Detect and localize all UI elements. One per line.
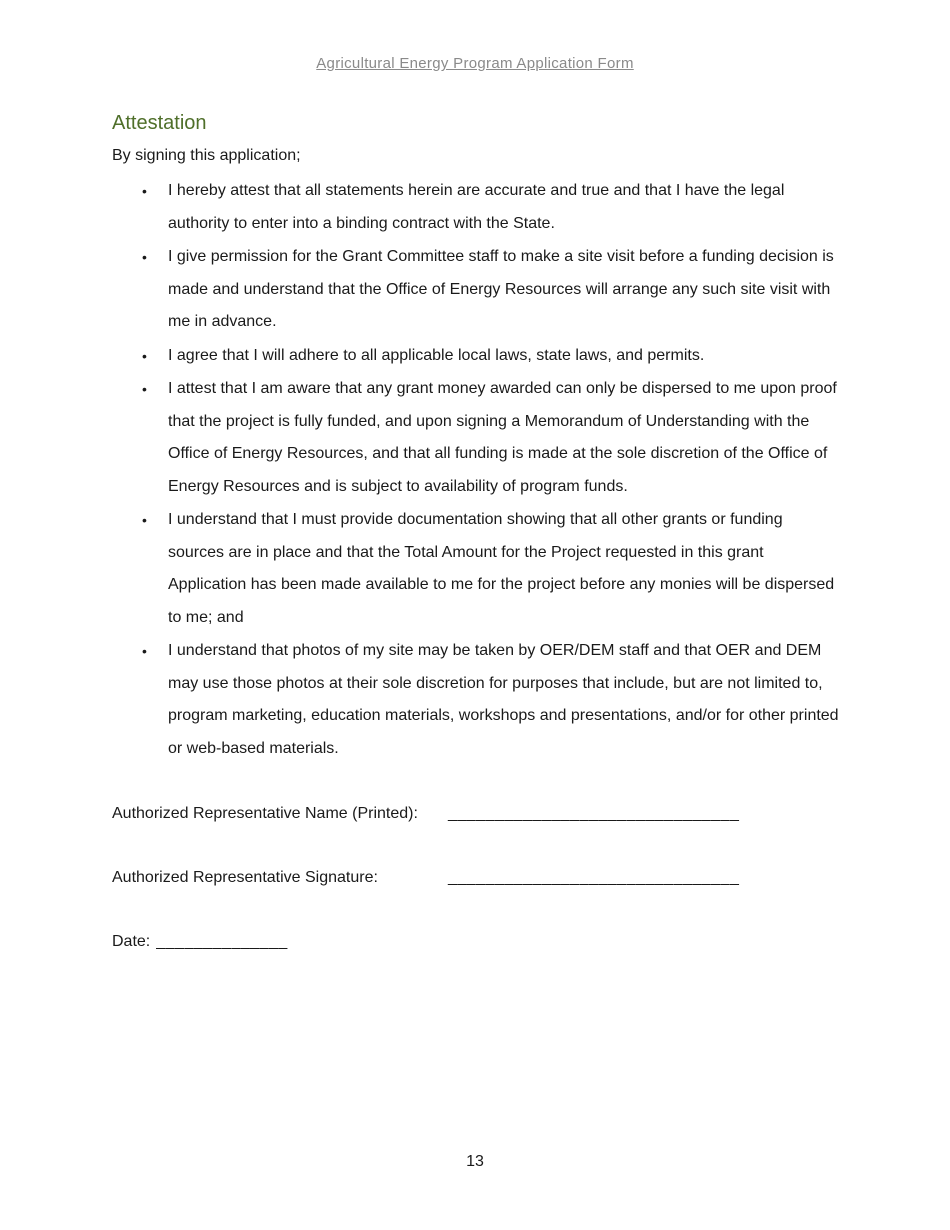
date-field[interactable]: ______________ [156, 933, 288, 950]
attestation-section [112, 112, 842, 951]
bullet-icon: • [142, 643, 147, 659]
list-item [112, 241, 842, 339]
printed-name-row [112, 805, 842, 827]
bullet-icon: • [142, 512, 147, 528]
list-item-text: I understand that I must provide documentation showing that all other grants or funding sources are in place and that the Total Amount for the Project requested in this grant Application has been made available to me for the project before any monies will be dispersed to me; and [168, 511, 835, 626]
page-number: 13 [466, 1153, 484, 1170]
bullet-icon: • [142, 183, 147, 199]
signature-block [112, 805, 842, 951]
intro-text: By signing this application; [112, 147, 301, 164]
date-row [112, 933, 842, 951]
printed-name-field[interactable]: _______________________________ [448, 805, 740, 822]
attestation-list [112, 175, 842, 765]
running-header: Agricultural Energy Program Application Form [316, 55, 634, 72]
signature-row [112, 869, 842, 891]
signature-label: Authorized Representative Signature: [112, 869, 378, 886]
section-title: Attestation [112, 112, 207, 134]
list-item [112, 175, 842, 240]
list-item-text: I understand that photos of my site may be taken by OER/DEM staff and that OER and DEM may use those photos at their sole discretion for purposes that include, but are not limited to, program marketing, education materials, workshops and presentations, and/or for other printed or web-based materials. [168, 642, 839, 757]
list-item-text: I agree that I will adhere to all applicable local laws, state laws, and permits. [168, 346, 705, 364]
list-item [112, 504, 842, 634]
signature-field[interactable]: _______________________________ [448, 869, 740, 886]
list-item-text: I give permission for the Grant Committee staff to make a site visit before a funding decision is made and understand that the Office of Energy Resources will arrange any such site visit with me in advance. [168, 248, 834, 330]
bullet-icon: • [142, 249, 147, 265]
list-item-text: I hereby attest that all statements herein are accurate and true and that I have the legal authority to enter into a binding contract with the State. [168, 182, 785, 232]
bullet-icon: • [142, 347, 147, 364]
printed-name-label: Authorized Representative Name (Printed): [112, 805, 418, 822]
list-item [112, 340, 842, 373]
list-item [112, 373, 842, 503]
bullet-icon: • [142, 381, 147, 397]
date-label: Date: [112, 933, 151, 950]
list-item-text: I attest that I am aware that any grant money awarded can only be dispersed to me upon proof that the project is fully funded, and upon signing a Memorandum of Understanding with the Office of Energy Resources, and that all funding is made at the sole discretion of the Office of Energy Resources and is subject to availability of program funds. [168, 380, 837, 495]
list-item [112, 635, 842, 765]
